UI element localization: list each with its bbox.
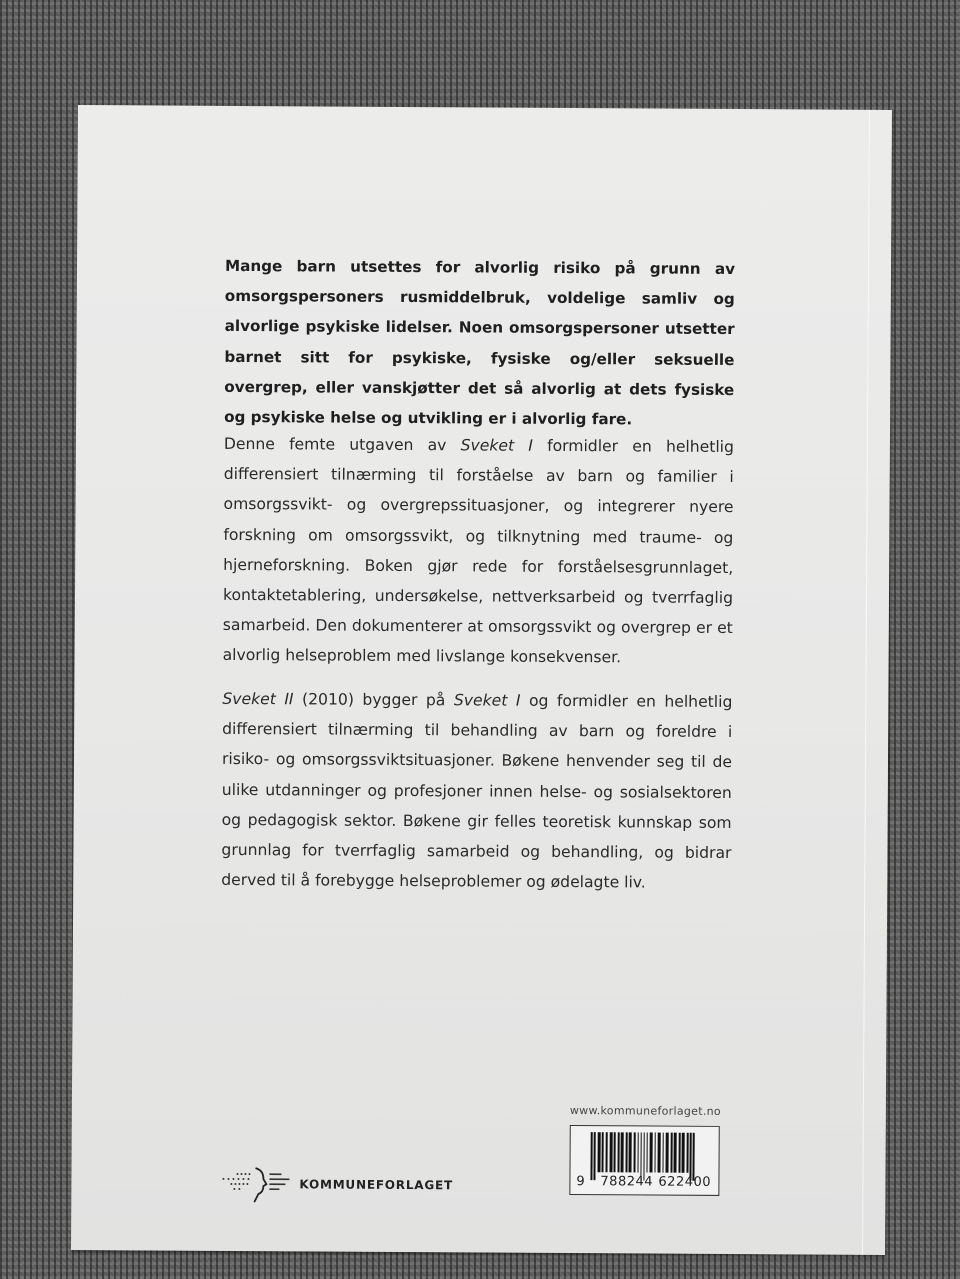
series-paragraph [221,684,732,899]
publisher-name: KOMMUNEFORLAGET [299,1177,454,1193]
isbn-group-2: 622400 [658,1174,712,1190]
book-title-sveket-1: Sveket I [460,436,533,455]
isbn-prefix: 9 [576,1174,586,1190]
p3-text-after: og formidler en helhetlig differensiert tilnærming til behandling av barn og foreldre i risiko- og omsorgssviktsituasjoner. Bøkene henvender seg til de ulike utdanninger og profesjoner innen helse- og sosialsektoren og pedagogisk sektor. Bøkene gir felles teoretisk kunnskap som grunnlag for tverrfaglig samarbeid og behandling, og bidrar derved til å forebygge helseproblemer og ødelagte liv. [221,691,733,892]
isbn-group-1: 788244 [600,1174,654,1190]
publisher-logo [219,1164,453,1205]
book-back-cover [71,105,892,1255]
description-paragraph [223,429,734,674]
profile-head-with-dots-icon [219,1164,291,1204]
book-title-sveket-2: Sveket II [222,689,294,709]
p2-text-after: formidler en helhetlig differensiert tilnærming til forståelse av barn og familier i omsorgssvikt- og overgrepssituasjoner, og integrerer nyere forskning om omsorgssvikt, og tilknytning med traume- og hjerneforskning. Boken gjør rede for forståelsesgrunnlaget, kontaktetablering, undersøkelse, nettverksarbeid og tverrfaglig samarbeid. Den dokumenterer at omsorgssvikt og overgrep er et alvorlig helseproblem med livslange konsekvenser. [222,436,734,667]
barcode-bars [590,1132,710,1179]
lead-paragraph: Mange barn utsettes for alvorlig risiko på grunn av omsorgspersoners rusmiddelbruk, voldelige samliv og alvorlige psykiske lidelser. Noen omsorgspersoner utsetter barnet sitt for psykiske, fysiske og/eller seksuelle overgrep, eller vanskjøtter det så alvorlig at dets fysiske og psykiske helse og utvikling er i alvorlig fare. [224,256,736,429]
publisher-website: www.kommuneforlaget.no [569,1104,722,1118]
p2-text-before: Denne femte utgaven av [223,434,461,455]
book-title-sveket-1-ref: Sveket I [453,691,521,710]
isbn-barcode [569,1125,719,1196]
p3-text-mid: (2010) bygger på [293,690,454,710]
